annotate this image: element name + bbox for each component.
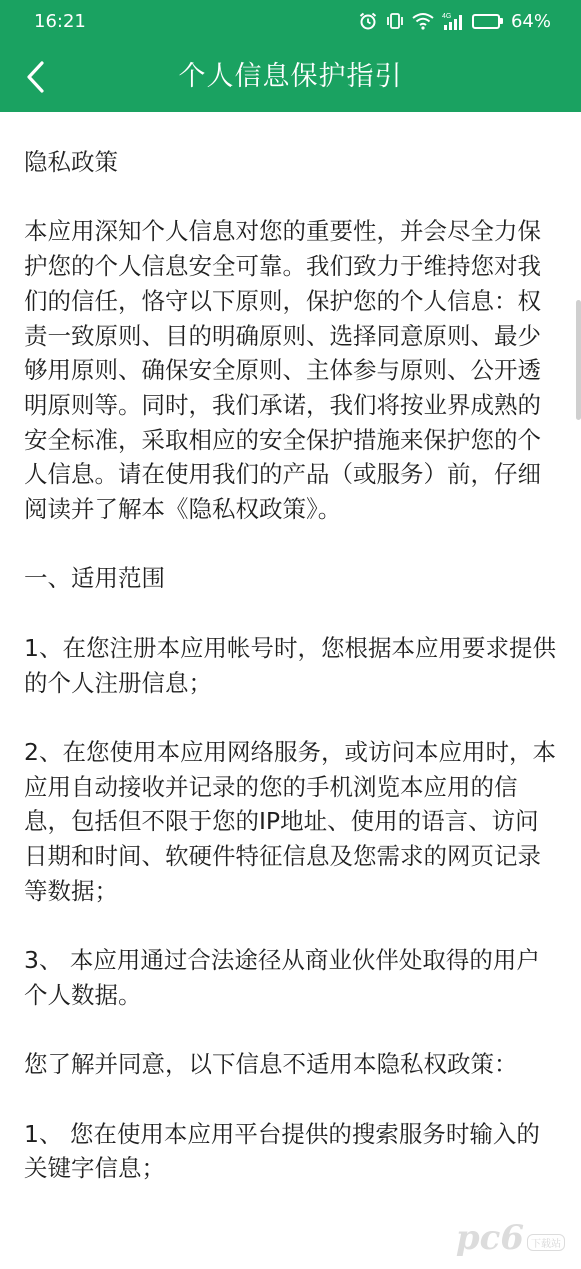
watermark [455, 1218, 565, 1258]
scope-item-1: 1、在您注册本应用帐号时，您根据本应用要求提供的个人注册信息； [24, 633, 556, 697]
policy-heading: 隐私政策 [24, 148, 118, 176]
battery-icon [472, 14, 503, 29]
network-label: 4G [441, 13, 452, 20]
page-title: 个人信息保护指引 [178, 61, 403, 92]
vibrate-icon [386, 11, 404, 31]
toolbar [0, 42, 581, 112]
signal-icon [442, 11, 464, 31]
status-time: 16:21 [34, 10, 86, 32]
section-heading-scope: 一、适用范围 [24, 564, 165, 593]
exclusion-intro: 您了解并同意，以下信息不适用本隐私权政策： [24, 1050, 518, 1079]
wifi-icon [412, 11, 434, 31]
policy-content[interactable] [0, 112, 581, 1269]
watermark-subtext: 下载站 [527, 1234, 565, 1251]
status-icons [358, 11, 551, 32]
scope-item-2: 2、在您使用本应用网络服务，或访问本应用时，本应用自动接收并记录的您的手机浏览本应用的信息，包括但不限于您的IP地址、使用的语言、访问日期和时间、软硬件特征信息及您需求的网页记录等数据； [24, 737, 556, 905]
watermark-logo: pc6 [455, 1218, 524, 1258]
policy-intro-paragraph: 本应用深知个人信息对您的重要性，并会尽全力保护您的个人信息安全可靠。我们致力于维持您对我们的信任，恪守以下原则，保护您的个人信息：权责一致原则、目的明确原则、选择同意原则、最少够用原则、确保安全原则、主体参与原则、公开透明原则等。同时，我们承诺，我们将按业界成熟的安全标准，采取相应的安全保护措施来保护您的个人信息。请在使用我们的产品（或服务）前，仔细阅读并了解本《隐私权政策》。 [24, 217, 541, 524]
scrollbar[interactable] [576, 300, 581, 420]
app-header [0, 0, 581, 112]
battery-percent: 64% [510, 10, 551, 32]
scope-item-3: 3、 本应用通过合法途径从商业伙伴处取得的用户个人数据。 [24, 946, 540, 1009]
exclusion-item-1: 1、 您在使用本应用平台提供的搜索服务时输入的关键字信息； [24, 1119, 540, 1183]
alarm-icon [358, 11, 378, 31]
status-bar [0, 0, 581, 42]
